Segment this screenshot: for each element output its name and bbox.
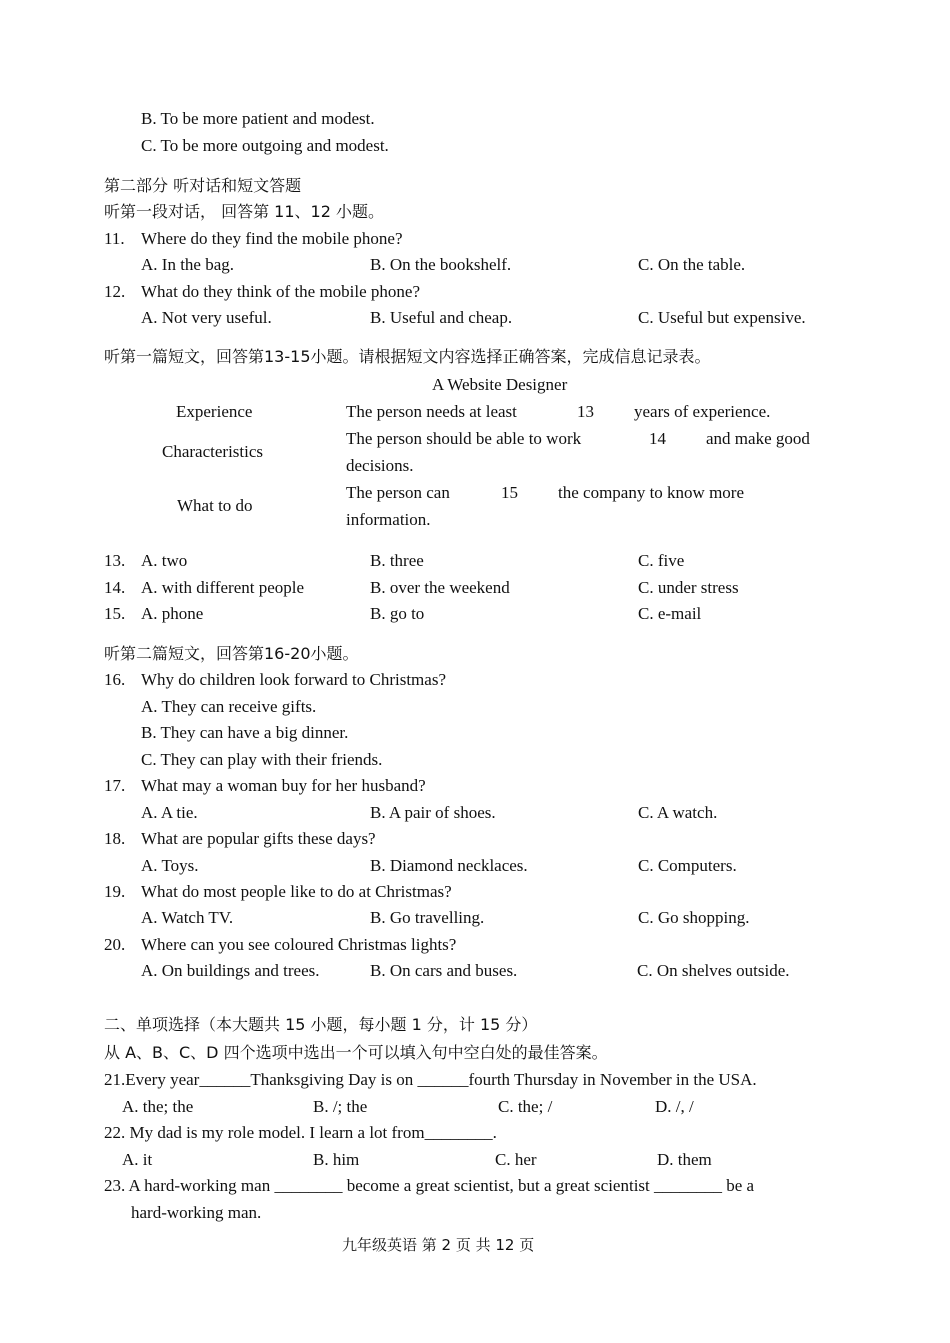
q14-number: 14. <box>104 578 126 597</box>
q17-question: What may a woman buy for her husband? <box>141 776 426 795</box>
q13-option-b: B. three <box>370 551 424 570</box>
passage1-instruction: 听第一篇短文，回答第13-15小题。请根据短文内容选择正确答案，完成信息记录表。 <box>104 347 711 366</box>
table-row-experience-blank: 13 <box>577 402 594 421</box>
page-footer: 九年级英语 第 2 页 共 12 页 <box>342 1236 535 1254</box>
q16-question: Why do children look forward to Christmas? <box>141 670 446 689</box>
q21-option-a: A. the; the <box>122 1097 194 1116</box>
table-row-whattodo-after: the company to know more <box>558 483 745 502</box>
table-row-characteristics-label: Characteristics <box>162 442 264 461</box>
q19-number: 19. <box>104 882 126 901</box>
q19-option-a: A. Watch TV. <box>141 908 234 927</box>
q12-option-c: C. Useful but expensive. <box>638 308 806 327</box>
q19-question: What do most people like to do at Christmas? <box>141 882 452 901</box>
q22-option-d: D. them <box>657 1150 712 1169</box>
q17-option-c: C. A watch. <box>638 803 718 822</box>
table-row-whattodo-line2: information. <box>346 510 431 529</box>
q13-option-c: C. five <box>638 551 685 570</box>
q21-question: 21.Every year______Thanksgiving Day is on ______fourth Thursday in November in the USA. <box>104 1070 757 1089</box>
q11-option-a: A. In the bag. <box>141 255 235 274</box>
table-row-characteristics-blank: 14 <box>649 429 666 448</box>
q20-option-b: B. On cars and buses. <box>370 961 518 980</box>
q14-option-c: C. under stress <box>638 578 739 597</box>
q18-option-a: A. Toys. <box>141 856 199 875</box>
q18-option-b: B. Diamond necklaces. <box>370 856 528 875</box>
q19-option-c: C. Go shopping. <box>638 908 750 927</box>
q13-number: 13. <box>104 551 126 570</box>
q20-question: Where can you see coloured Christmas lights? <box>141 935 457 954</box>
q17-option-b: B. A pair of shoes. <box>370 803 496 822</box>
q17-option-a: A. A tie. <box>141 803 198 822</box>
q20-option-a: A. On buildings and trees. <box>141 961 320 980</box>
part2-heading: 第二部分 听对话和短文答题 <box>104 176 302 195</box>
section2-instruction: 从 A、B、C、D 四个选项中选出一个可以填入句中空白处的最佳答案。 <box>104 1043 608 1062</box>
q21-option-c: C. the; / <box>498 1097 553 1116</box>
table-row-characteristics-after: and make good <box>706 429 810 448</box>
table-title: A Website Designer <box>432 375 568 394</box>
q22-question: 22. My dad is my role model. I learn a lot from________. <box>104 1123 497 1142</box>
q18-question: What are popular gifts these days? <box>141 829 376 848</box>
dialogue-instruction: 听第一段对话， 回答第 11、12 小题。 <box>104 202 384 221</box>
q11-option-c: C. On the table. <box>638 255 746 274</box>
option-c-prev: C. To be more outgoing and modest. <box>141 136 389 155</box>
q21-option-b: B. /; the <box>313 1097 368 1116</box>
q16-number: 16. <box>104 670 126 689</box>
q20-option-c: C. On shelves outside. <box>637 961 790 980</box>
q11-option-b: B. On the bookshelf. <box>370 255 512 274</box>
q15-number: 15. <box>104 604 126 623</box>
q22-option-b: B. him <box>313 1150 360 1169</box>
q22-option-a: A. it <box>122 1150 153 1169</box>
q15-option-b: B. go to <box>370 604 425 623</box>
q11-number: 11. <box>104 229 125 248</box>
q14-option-a: A. with different people <box>141 578 305 597</box>
option-b-prev: B. To be more patient and modest. <box>141 109 375 128</box>
q11-question: Where do they find the mobile phone? <box>141 229 403 248</box>
q12-number: 12. <box>104 282 126 301</box>
q18-option-c: C. Computers. <box>638 856 737 875</box>
q23-question-line2: hard-working man. <box>131 1203 262 1222</box>
section2-heading: 二、单项选择（本大题共 15 小题，每小题 1 分，计 15 分） <box>104 1015 538 1034</box>
passage2-instruction: 听第二篇短文，回答第16-20小题。 <box>104 644 359 663</box>
table-row-whattodo-blank: 15 <box>501 483 518 502</box>
q22-option-c: C. her <box>495 1150 537 1169</box>
table-row-whattodo-label: What to do <box>177 496 253 515</box>
q12-option-b: B. Useful and cheap. <box>370 308 513 327</box>
q17-number: 17. <box>104 776 126 795</box>
q14-option-b: B. over the weekend <box>370 578 510 597</box>
table-row-experience-label: Experience <box>176 402 253 421</box>
q20-number: 20. <box>104 935 126 954</box>
table-row-whattodo-text: The person can <box>346 483 450 502</box>
q15-option-c: C. e-mail <box>638 604 702 623</box>
q19-option-b: B. Go travelling. <box>370 908 485 927</box>
q16-option-b: B. They can have a big dinner. <box>141 723 349 742</box>
q13-option-a: A. two <box>141 551 188 570</box>
table-row-characteristics-text: The person should be able to work <box>346 429 582 448</box>
q21-option-d: D. /, / <box>655 1097 694 1116</box>
q18-number: 18. <box>104 829 126 848</box>
q16-option-c: C. They can play with their friends. <box>141 750 383 769</box>
q16-option-a: A. They can receive gifts. <box>141 697 317 716</box>
q12-question: What do they think of the mobile phone? <box>141 282 421 301</box>
q23-question-line1: 23. A hard-working man ________ become a great scientist, but a great scientist ________ be a <box>104 1176 755 1195</box>
table-row-experience-after: years of experience. <box>634 402 771 421</box>
table-row-experience-text: The person needs at least <box>346 402 517 421</box>
q15-option-a: A. phone <box>141 604 204 623</box>
table-row-characteristics-line2: decisions. <box>346 456 414 475</box>
q12-option-a: A. Not very useful. <box>141 308 272 327</box>
